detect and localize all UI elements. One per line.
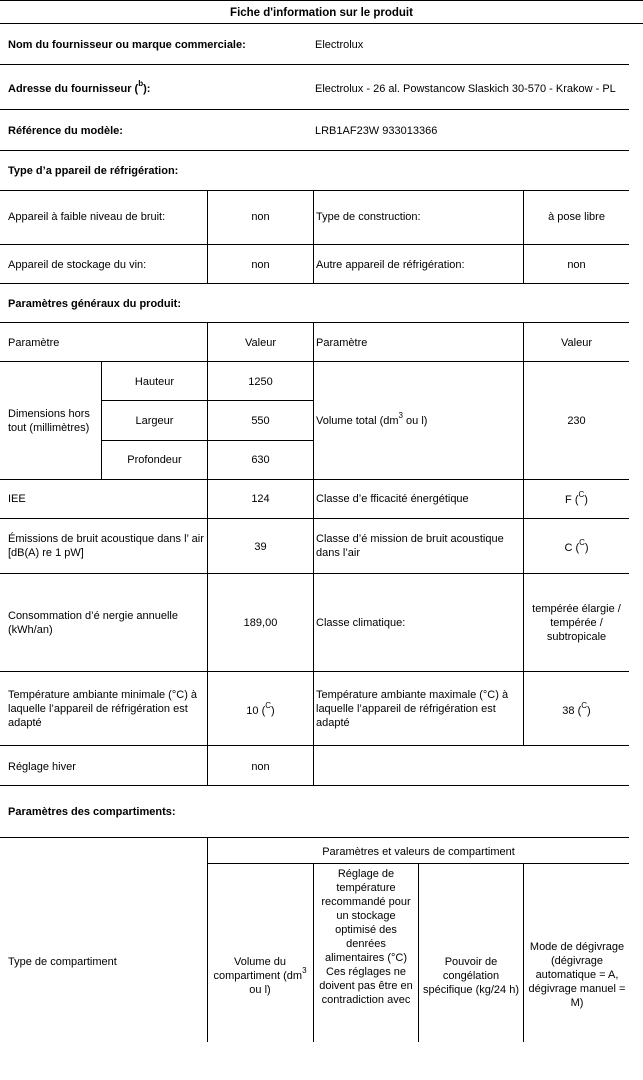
max-temp-label: Température ambiante maximale (°C) à laquelle l’appareil de réfrigération est adapté — [316, 689, 509, 729]
noise-label: Émissions de bruit acoustique dans l’ air [dB(A) re 1 pW] — [8, 533, 204, 559]
model-label: Référence du modèle: — [8, 125, 123, 137]
dimension-depth-value: 630 — [251, 454, 270, 466]
construction-label: Type de construction: — [316, 211, 421, 223]
construction-value: à pose libre — [548, 211, 605, 223]
total-volume-label: Volume total ($dm^3$ ou l) — [316, 411, 428, 427]
low-noise-value: non — [251, 211, 270, 223]
general-params-heading: Paramètres généraux du produit: — [8, 298, 181, 310]
dimension-height-value: 1250 — [248, 376, 273, 388]
supplier-name-label: Nom du fournisseur ou marque commerciale: — [8, 39, 246, 51]
climate-class-value: tempérée élargie / tempérée / subtropicale — [532, 603, 621, 643]
wine-storage-label: Appareil de stockage du vin: — [8, 259, 147, 271]
other-appliance-value: non — [567, 259, 586, 271]
climate-class-label: Classe climatique: — [316, 617, 406, 629]
wine-storage-value: non — [251, 259, 270, 271]
min-temp-label: Température ambiante minimale (°C) à laquelle l’appareil de réfrigération est adapté — [8, 689, 198, 729]
dimension-width-value: 550 — [251, 415, 270, 427]
energy-class-value: F ($^C$) — [565, 490, 588, 506]
supplier-name-value: Electrolux — [315, 39, 364, 51]
sheet-title: Fiche d'information sur le produit — [230, 7, 413, 19]
low-noise-label: Appareil à faible niveau de bruit: — [8, 211, 166, 223]
noise-value: 39 — [254, 541, 267, 553]
col-recommended-temp: Réglage de température recommandé pour un stockage optimisé des denrées alimentaires (°C) Ces réglages ne doivent pas être en contradiction avec — [319, 868, 413, 1006]
compartment-group-header: Paramètres et valeurs de compartiment — [322, 846, 515, 858]
total-volume-value: 230 — [567, 415, 586, 427]
winter-setting-value: non — [251, 761, 270, 773]
other-appliance-label: Autre appareil de réfrigération: — [316, 259, 465, 271]
appliance-type-heading: Type d’a ppareil de réfrigération: — [8, 165, 179, 177]
supplier-address-label: Adresse du fournisseur ($^b$): — [8, 79, 151, 95]
min-temp-value: 10 ($^C$) — [246, 701, 275, 717]
supplier-address-value: Electrolux - 26 al. Powstancow Slaskich 30-570 - Krakow - PL — [315, 83, 616, 95]
col-value-header: Valeur — [245, 337, 276, 349]
col-freezing-capacity: Pouvoir de congélation spécifique (kg/24 h) — [423, 956, 519, 996]
model-value: LRB1AF23W 933013366 — [315, 125, 438, 137]
iee-label: IEE — [8, 493, 26, 505]
dimension-height-label: Hauteur — [134, 376, 175, 388]
col-param-header: Paramètre — [8, 337, 60, 349]
consumption-label: Consommation d’é nergie annuelle (kWh/an) — [8, 610, 178, 636]
iee-value: 124 — [251, 493, 270, 505]
dimensions-label: Dimensions hors tout (millimètres) — [8, 408, 90, 434]
max-temp-value: 38 ($^C$) — [562, 701, 591, 717]
compartment-type-label: Type de compartiment — [8, 956, 117, 968]
compartments-heading: Paramètres des compartiments: — [8, 806, 176, 818]
dimension-width-label: Largeur — [135, 415, 174, 427]
dimension-depth-label: Profondeur — [127, 454, 182, 466]
noise-class-value: C ($^C$) — [564, 538, 589, 554]
col-param-header-2: Paramètre — [316, 337, 368, 349]
energy-class-label: Classe d’e fficacité énergétique — [316, 493, 469, 505]
col-defrost-mode: Mode de dégivrage (dégivrage automatique = A, dégivrage manuel = M) — [528, 941, 626, 1009]
winter-setting-label: Réglage hiver — [8, 761, 76, 773]
consumption-value: 189,00 — [243, 617, 278, 629]
noise-class-label: Classe d’é mission de bruit acoustique dans l’air — [316, 533, 504, 559]
col-value-header-2: Valeur — [561, 337, 592, 349]
col-compartment-volume: Volume du compartiment ($dm^3$ ou l) — [213, 956, 307, 996]
